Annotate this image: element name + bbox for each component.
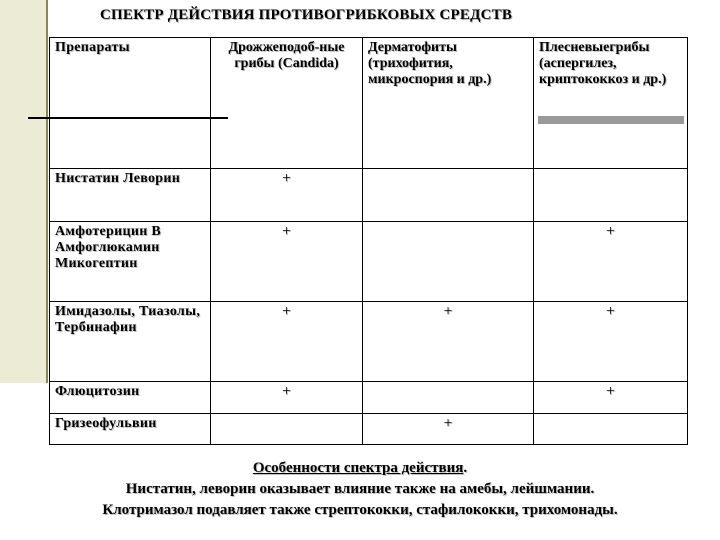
table-row (50, 382, 688, 414)
notes-heading: Особенности спектра действия (252, 460, 464, 476)
slide-sidebar-decoration (0, 0, 46, 383)
header-mold-fungi: Плесневыегрибы (аспергилез, криптококкоз и др.) (534, 38, 688, 169)
header-dermatophytes: Дерматофиты (трихофития, микроспория и др.) (363, 38, 534, 169)
candida-cell: + (211, 382, 363, 414)
mold-cell (534, 414, 688, 445)
drug-cell: Нистатин Леворин (50, 169, 211, 222)
table-row (50, 222, 688, 302)
candida-cell: + (211, 169, 363, 222)
header-candida: Дрожжеподоб-ные грибы (Candida) (211, 38, 363, 169)
table-row (50, 414, 688, 445)
drug-cell: Амфотерицин В Амфоглюкамин Микогептин (50, 222, 211, 302)
derm-cell (363, 222, 534, 302)
header-drugs: Препараты (50, 38, 211, 169)
table-row (50, 169, 688, 222)
header-underline-right (538, 116, 684, 124)
sidebar-divider (46, 0, 48, 383)
header-underline-left (28, 117, 228, 119)
notes-heading-period: . (463, 460, 468, 476)
derm-cell (363, 382, 534, 414)
mold-cell: + (534, 382, 688, 414)
drug-cell: Флюцитозин (50, 382, 211, 414)
antifungal-spectrum-table (49, 37, 688, 445)
derm-cell (363, 169, 534, 222)
derm-cell: + (363, 414, 534, 445)
page-title: СПЕКТР ДЕЙСТВИЯ ПРОТИВОГРИБКОВЫХ СРЕДСТВ (100, 7, 513, 23)
candida-cell (211, 414, 363, 445)
table-row (50, 302, 688, 382)
candida-cell: + (211, 222, 363, 302)
notes-line-1: Нистатин, леворин оказывает влияние также на амебы, лейшмании. (125, 481, 595, 497)
mold-cell (534, 169, 688, 222)
mold-cell: + (534, 302, 688, 382)
derm-cell: + (363, 302, 534, 382)
drug-cell: Имидазолы, Тиазолы, Тербинафин (50, 302, 211, 382)
mold-cell: + (534, 222, 688, 302)
table-header-row (50, 38, 688, 169)
candida-cell: + (211, 302, 363, 382)
drug-cell: Гризеофульвин (50, 414, 211, 445)
notes-line-2: Клотримазол подавляет также стрептококки, стафилококки, трихомонады. (102, 502, 618, 518)
spectrum-notes (0, 458, 720, 521)
notes-heading-line (0, 458, 720, 479)
